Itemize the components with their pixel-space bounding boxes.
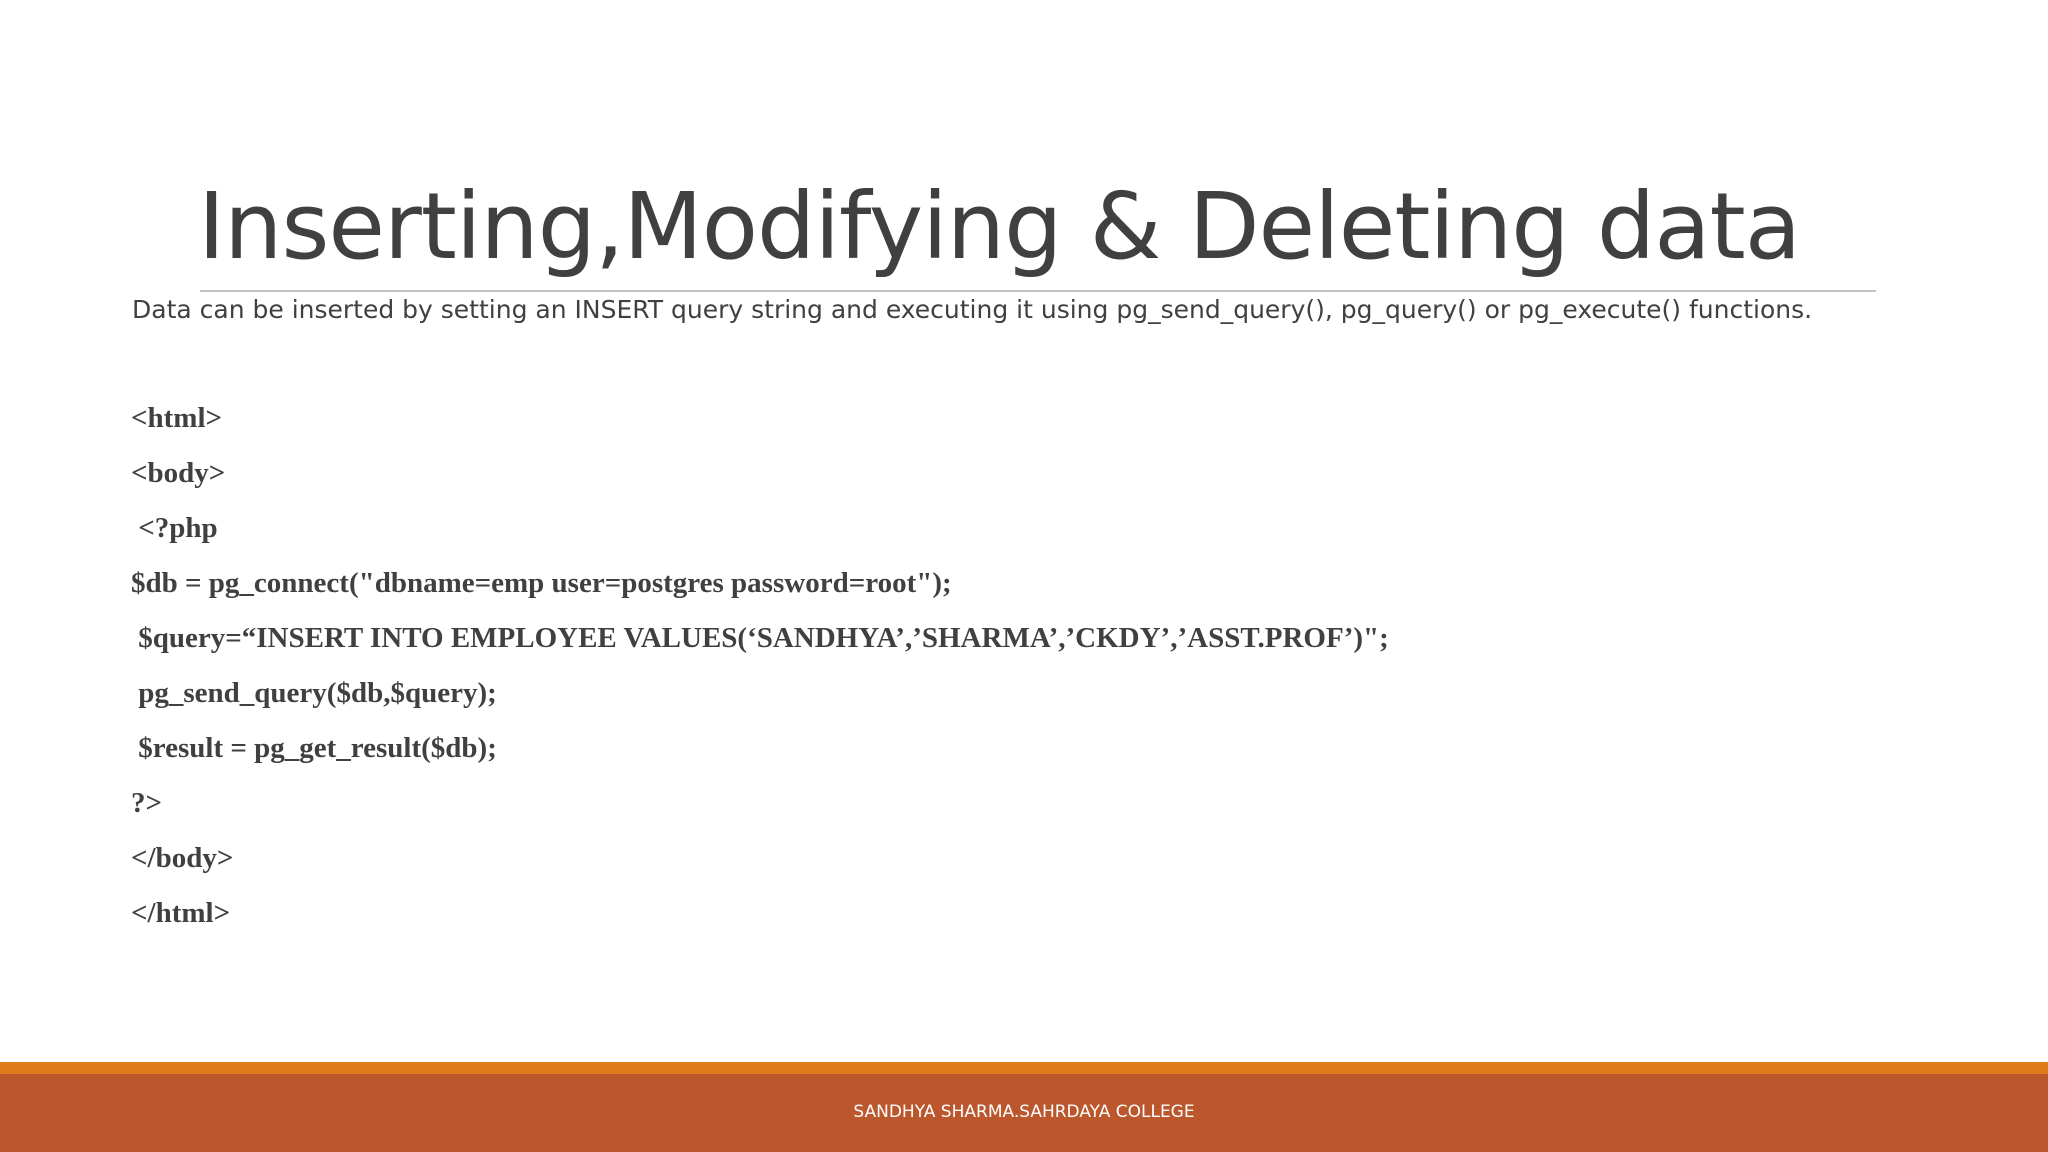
intro-text: Data can be inserted by setting an INSERT query string and executing it using pg_send_query(), pg_query() or pg_execute() functions. — [132, 295, 1813, 324]
footer-text: SANDHYA SHARMA.SAHRDAYA COLLEGE — [853, 1102, 1195, 1122]
code-line: $query=“INSERT INTO EMPLOYEE VALUES(‘SANDHYA’,’SHARMA’,’CKDY’,’ASST.PROF’)"; — [131, 622, 1389, 654]
code-line: </body> — [131, 842, 234, 874]
code-line: pg_send_query($db,$query); — [131, 677, 497, 709]
code-line: ?> — [131, 787, 163, 819]
footer-accent-stripe — [0, 1062, 2048, 1074]
slide-title: Inserting,Modifying & Deleting data — [198, 173, 1801, 280]
code-line: $result = pg_get_result($db); — [131, 732, 497, 764]
code-line: <?php — [131, 512, 218, 544]
code-line: <body> — [131, 457, 226, 489]
code-line: <html> — [131, 402, 223, 434]
code-line: </html> — [131, 897, 231, 929]
code-line: $db = pg_connect("dbname=emp user=postgres password=root"); — [131, 567, 952, 599]
